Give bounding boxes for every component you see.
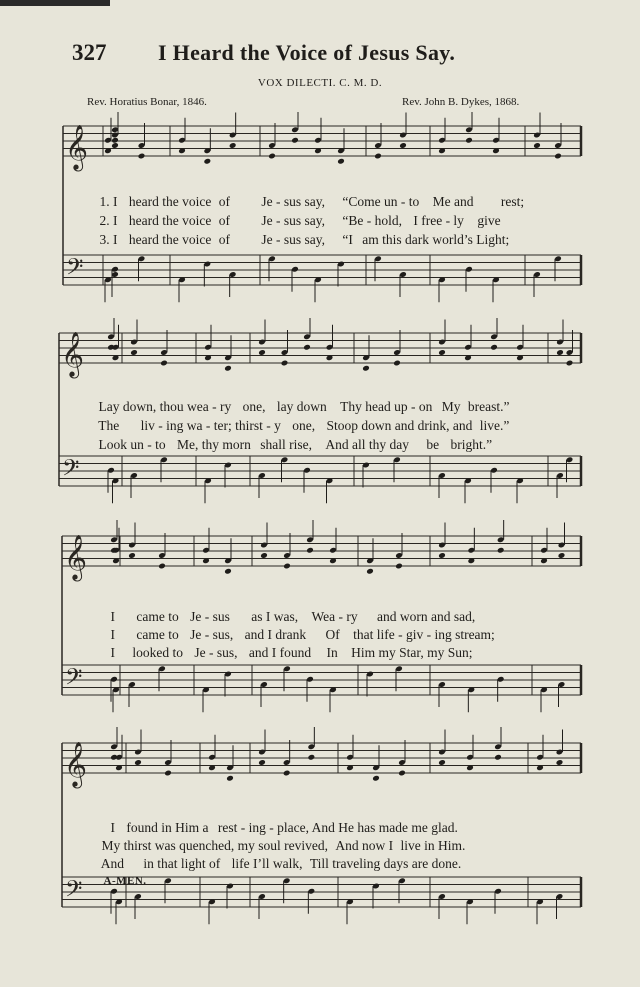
note-head [226, 775, 234, 782]
note-head [566, 360, 574, 367]
note-head [556, 759, 564, 766]
note-head [395, 563, 403, 570]
lyric-s2-l2: The liv - ing wa - ter; thirst - y one, Stoop down and drink, and live.” [98, 418, 510, 433]
treble-clef: 𝄞 [61, 332, 85, 377]
lyric-s3-l2: I came to Je - sus, and I drank Of that life - giv - ing stream; [110, 627, 495, 642]
bass-clef: 𝄢 [65, 664, 83, 696]
note-head [465, 137, 473, 144]
note-head [268, 153, 276, 160]
author-credit: Rev. Horatius Bonar, 1846. [87, 96, 207, 108]
note-head [258, 759, 266, 766]
music-system-3 [0, 520, 640, 720]
note-head [306, 547, 314, 554]
lyric-s4-l1: I found in Him a rest - ing - place, And He has made me glad. [110, 820, 458, 835]
note-head [111, 137, 119, 144]
note-head [490, 344, 498, 351]
tune-name: VOX DILECTI. C. M. D. [257, 77, 383, 89]
lyric-s1-l1: 1. I heard the voice of Je - sus say, “Come un - to Me and rest; [99, 194, 525, 209]
lyric-s3-l3: I looked to Je - sus, and I found In Him my Star, my Sun; [110, 645, 473, 660]
note-head [224, 365, 232, 372]
lyric-s2-l1: Lay down, thou wea - ry one, lay down Thy head up - on My breast.” [98, 399, 510, 414]
treble-clef: 𝄞 [64, 742, 88, 787]
note-head [164, 770, 172, 777]
note-head [291, 137, 299, 144]
lyric-s4-l2: My thirst was quenched, my soul revived, And now I live in Him. [101, 838, 466, 853]
note-head [204, 158, 212, 165]
note-head [303, 344, 311, 351]
note-head [283, 770, 291, 777]
top-rule [0, 0, 110, 6]
note-head [438, 349, 446, 356]
note-head [337, 158, 345, 165]
music-system-4 [0, 727, 640, 937]
note-head [138, 153, 146, 160]
music-system-2 [0, 318, 640, 518]
note-head [229, 142, 237, 149]
lyric-s1-l3: 3. I heard the voice of Je - sus say, “I am this dark world’s Light; [99, 232, 510, 247]
note-head [372, 775, 380, 782]
lyric-s2-l3: Look un - to Me, thy morn shall rise, And all thy day be bright.” [98, 437, 493, 452]
lyric-s3-l1: I came to Je - sus as I was, Wea - ry and worn and sad, [110, 609, 476, 624]
note-head [260, 552, 268, 559]
note-head [374, 153, 382, 160]
note-head [399, 142, 407, 149]
composer-credit: Rev. John B. Dykes, 1868. [402, 96, 520, 108]
note-head [224, 568, 232, 575]
note-head [308, 754, 316, 761]
note-head [494, 754, 502, 761]
note-head [160, 360, 168, 367]
note-head [283, 563, 291, 570]
note-head [497, 547, 505, 554]
bass-clef: 𝄢 [65, 876, 83, 908]
bass-clef: 𝄢 [62, 455, 80, 487]
note-head [393, 360, 401, 367]
note-head [366, 568, 374, 575]
note-head [128, 552, 136, 559]
lyric-s4-l3: And in that light of life I’ll walk, Till traveling days are done. A-MEN. [100, 856, 462, 887]
hymn-number: 327 [72, 40, 107, 65]
note-head [558, 552, 566, 559]
note-head [111, 142, 119, 149]
hymn-title: I Heard the Voice of Jesus Say. [158, 40, 456, 65]
note-head [556, 349, 564, 356]
lyric-s1-l2: 2. I heard the voice of Je - sus say, “Be - hold, I free - ly give [99, 213, 501, 228]
note-head [158, 563, 166, 570]
note-head [554, 153, 562, 160]
note-head [533, 142, 541, 149]
note-head [134, 759, 142, 766]
treble-clef: 𝄞 [64, 535, 88, 580]
amen-label: A-MEN. [103, 875, 147, 887]
bass-clef: 𝄢 [66, 254, 84, 286]
note-head [398, 770, 406, 777]
music-system-1 [0, 112, 640, 312]
note-head [438, 759, 446, 766]
treble-clef: 𝄞 [65, 125, 89, 170]
note-head [438, 552, 446, 559]
note-head [281, 360, 289, 367]
note-head [362, 365, 370, 372]
note-head [130, 349, 138, 356]
note-head [258, 349, 266, 356]
